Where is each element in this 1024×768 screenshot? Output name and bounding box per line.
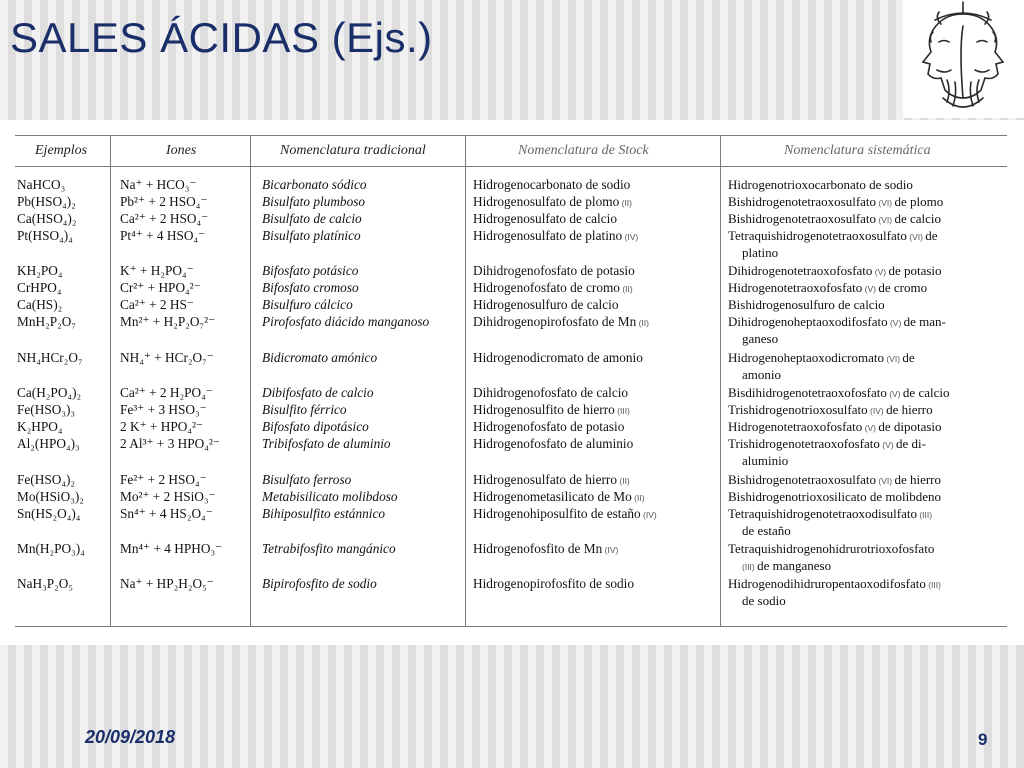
sistematica-name-text: Tetraquishidrogenotetraoxodisulfato	[728, 506, 917, 521]
sistematica-name-suffix: de calcio	[902, 385, 950, 400]
ion-equation: Ca²⁺ + 2 HSO₄⁻	[120, 211, 209, 226]
stock-name-text: Hidrogenosulfuro de calcio	[473, 297, 619, 312]
ion-equation: Pt⁴⁺ + 4 HSO₄⁻	[120, 228, 206, 243]
ion-equation: 2 K⁺ + HPO₄²⁻	[120, 419, 203, 434]
oxidation-state: (VI)	[876, 476, 895, 486]
sistematica-name-suffix: de di-	[895, 436, 926, 451]
sistematica-name	[728, 472, 941, 489]
sistematica-name	[728, 419, 942, 436]
oxidation-state: (V)	[862, 284, 879, 294]
ion-equation: Ca²⁺ + 2 H₂PO₄⁻	[120, 385, 213, 400]
stock-name-text: Hidrogenofosfito de Mn	[473, 541, 603, 556]
oxidation-state: (VI)	[876, 215, 895, 225]
stock-name	[473, 385, 628, 401]
sistematica-name	[728, 297, 885, 313]
tradicional-name: Bifosfato cromoso	[262, 280, 359, 295]
sistematica-name-suffix: de dipotasio	[878, 419, 942, 434]
sistematica-name-text: de estaño	[742, 523, 791, 538]
sistematica-name-text: Dihidrogenotetraoxofosfato	[728, 263, 873, 278]
stock-name-text: Hidrogenofosfato de cromo	[473, 280, 620, 295]
header-ejemplos: Ejemplos	[35, 143, 88, 158]
sistematica-name-text: Bishidrogenotetraoxosulfato	[728, 194, 877, 209]
sistematica-name-text: Bisdihidrogenotetraoxofosfato	[728, 385, 887, 400]
sistematica-name-text: Bishidrogenotrioxosilicato de molibdeno	[728, 489, 942, 504]
sistematica-name	[728, 228, 938, 245]
sistematica-name	[742, 523, 791, 539]
oxidation-state: (II)	[619, 284, 633, 294]
tradicional-name: Bicarbonato sódico	[262, 177, 367, 192]
sistematica-name-text: Trishidrogenotetraoxofosfato	[728, 436, 880, 451]
ion-equation: Mo²⁺ + 2 HSiO₃⁻	[120, 489, 216, 504]
oxidation-state: (V)	[886, 389, 903, 399]
oxidation-state: (VI)	[883, 354, 903, 364]
tradicional-name: Bisulfuro cálcico	[262, 297, 353, 312]
oxidation-state: (V)	[872, 267, 889, 277]
sistematica-name	[742, 453, 788, 469]
ejemplo-formula: Mo(HSiO₃)₂	[17, 489, 84, 504]
tradicional-name: Bisulfato platínico	[262, 228, 361, 243]
sistematica-name	[728, 436, 926, 453]
stock-name-text: Hidrogenocarbonato de sodio	[473, 177, 631, 192]
sistematica-name	[728, 211, 941, 228]
sistematica-name-suffix: de	[925, 228, 938, 243]
stock-name	[473, 314, 649, 331]
ion-equation: 2 Al³⁺ + 3 HPO₄²⁻	[120, 436, 220, 451]
ejemplo-formula: K₂HPO₄	[17, 419, 63, 434]
sistematica-name-text: Tetraquishidrogenotetraoxosulfato	[728, 228, 907, 243]
sistematica-name-text: Hidrogenotrioxocarbonato de sodio	[728, 177, 913, 192]
sistematica-name	[728, 350, 915, 367]
sistematica-name-text: Hidrogenotetraoxofosfato	[728, 280, 863, 295]
oxidation-state: (III)	[742, 562, 758, 572]
stock-name	[473, 211, 617, 227]
column-divider	[110, 135, 111, 626]
ion-equation: Mn²⁺ + H₂P₂O₇²⁻	[120, 314, 216, 329]
tradicional-name: Bisulfito férrico	[262, 402, 347, 417]
ion-equation: Na⁺ + HCO₃⁻	[120, 177, 197, 192]
ejemplo-formula: Fe(HSO₃)₃	[17, 402, 76, 417]
sistematica-name	[742, 331, 778, 347]
header-stock: Nomenclatura de Stock	[518, 143, 649, 158]
stock-name-text: Hidrogenohiposulfito de estaño	[473, 506, 641, 521]
sistematica-name-suffix: de man-	[903, 314, 946, 329]
oxidation-state: (III)	[925, 580, 941, 590]
sistematica-name-suffix: de calcio	[894, 211, 942, 226]
sistematica-name	[728, 385, 949, 402]
oxidation-state: (II)	[636, 318, 649, 328]
stock-name	[473, 472, 630, 489]
ion-equation: NH₄⁺ + HCr₂O₇⁻	[120, 350, 214, 365]
column-divider	[465, 135, 466, 626]
header-tradicional: Nomenclatura tradicional	[280, 143, 426, 158]
ejemplo-formula: CrHPO₄	[17, 280, 62, 295]
oxidation-state: (II)	[619, 198, 632, 208]
oxidation-state: (IV)	[640, 510, 657, 520]
slide-title: SALES ÁCIDAS (Ejs.)	[10, 14, 433, 61]
janus-logo-icon	[903, 0, 1024, 118]
sistematica-name	[728, 506, 932, 523]
table-header-rule	[15, 166, 1007, 167]
header-sistematica: Nomenclatura sistemática	[784, 143, 931, 158]
sistematica-name	[742, 558, 831, 575]
sistematica-name-suffix: de manganeso	[757, 558, 832, 573]
sistematica-name-text: Hidrogenotetraoxofosfato	[728, 419, 863, 434]
table-bottom-rule	[15, 626, 1007, 627]
sistematica-name-text: aluminio	[742, 453, 789, 468]
tradicional-name: Bidicromato amónico	[262, 350, 378, 365]
oxidation-state: (II)	[617, 476, 630, 486]
stock-name-text: Hidrogenometasilicato de Mo	[473, 489, 632, 504]
ejemplo-formula: Ca(HS)₂	[17, 297, 63, 312]
sistematica-name-text: Bishidrogenotetraoxosulfato	[728, 211, 877, 226]
stock-name	[473, 263, 635, 279]
stock-name-text: Dihidrogenofosfato de potasio	[473, 263, 635, 278]
sistematica-name	[728, 489, 941, 505]
sistematica-name	[742, 245, 778, 261]
ion-equation: Ca²⁺ + 2 HS⁻	[120, 297, 194, 312]
tradicional-name: Bipirofosfito de sodio	[262, 576, 377, 591]
sistematica-name-text: Trishidrogenotrioxosulfato	[728, 402, 868, 417]
ion-equation: Pb²⁺ + 2 HSO₄⁻	[120, 194, 208, 209]
sistematica-name-suffix: de plomo	[894, 194, 944, 209]
sistematica-name-text: platino	[742, 245, 779, 260]
slide-date: 20/09/2018	[85, 727, 176, 747]
sistematica-name	[728, 576, 941, 593]
ejemplo-formula: NH₄HCr₂O₇	[17, 350, 83, 365]
ejemplo-formula: KH₂PO₄	[17, 263, 63, 278]
table-top-rule	[15, 135, 1007, 136]
ion-equation: Fe²⁺ + 2 HSO₄⁻	[120, 472, 207, 487]
oxidation-state: (VI)	[876, 198, 895, 208]
stock-name	[473, 576, 634, 592]
sistematica-name-text: Bishidrogenotetraoxosulfato	[728, 472, 877, 487]
stock-name-text: Hidrogenosulfato de hierro	[473, 472, 618, 487]
tradicional-name: Bisulfato ferroso	[262, 472, 352, 487]
stock-name-text: Hidrogenofosfato de aluminio	[473, 436, 634, 451]
sistematica-name-text: Hidrogenoheptaoxodicromato	[728, 350, 884, 365]
tradicional-name: Bihiposulfito estánnico	[262, 506, 385, 521]
ejemplo-formula: Pb(HSO₄)₂	[17, 194, 76, 209]
ejemplo-formula: Al₂(HPO₄)₃	[17, 436, 80, 451]
oxidation-state: (IV)	[622, 232, 639, 242]
ejemplo-formula: Mn(H₂PO₃)₄	[17, 541, 85, 556]
tradicional-name: Bisulfato de calcio	[262, 211, 362, 226]
sistematica-name-text: Hidrogenodihidruropentaoxodifosfato	[728, 576, 926, 591]
ejemplo-formula: Ca(HSO₄)₂	[17, 211, 77, 226]
ion-equation: Sn⁴⁺ + 4 HS₂O₄⁻	[120, 506, 213, 521]
oxidation-state: (V)	[879, 440, 896, 450]
stock-name	[473, 506, 657, 523]
ion-equation: Mn⁴⁺ + 4 HPHO₃⁻	[120, 541, 223, 556]
stock-name	[473, 419, 624, 435]
tradicional-name: Pirofosfato diácido manganoso	[262, 314, 430, 329]
tradicional-name: Bifosfato dipotásico	[262, 419, 369, 434]
ejemplo-formula: Pt(HSO₄)₄	[17, 228, 73, 243]
oxidation-state: (VI)	[906, 232, 926, 242]
oxidation-state: (IV)	[602, 545, 619, 555]
column-divider	[720, 135, 721, 626]
ejemplo-formula: NaHCO₃	[17, 177, 66, 192]
stock-name-text: Hidrogenosulfito de hierro	[473, 402, 615, 417]
sistematica-name	[728, 177, 913, 193]
stock-name	[473, 228, 638, 245]
oxidation-state: (III)	[916, 510, 933, 520]
stock-name-text: Hidrogenofosfato de potasio	[473, 419, 625, 434]
sistematica-name-text: ganeso	[742, 331, 779, 346]
sistematica-name-suffix: de cromo	[878, 280, 928, 295]
stock-name	[473, 402, 630, 419]
tradicional-name: Dibifosfato de calcio	[262, 385, 374, 400]
sistematica-name-text: de sodio	[742, 593, 786, 608]
oxidation-state: (V)	[862, 423, 879, 433]
sistematica-name-text: amonio	[742, 367, 781, 382]
ion-equation: Fe³⁺ + 3 HSO₃⁻	[120, 402, 207, 417]
stock-name	[473, 350, 643, 366]
tradicional-name: Tribifosfato de aluminio	[262, 436, 391, 451]
stock-name	[473, 194, 632, 211]
oxidation-state: (III)	[614, 406, 630, 416]
sistematica-name	[728, 402, 933, 419]
stock-name-text: Dihidrogenofosfato de calcio	[473, 385, 629, 400]
stock-name-text: Hidrogenopirofosfito de sodio	[473, 576, 635, 591]
oxidation-state: (II)	[631, 493, 645, 503]
ejemplo-formula: NaH₃P₂O₅	[17, 576, 74, 591]
page-number: 9	[978, 730, 988, 749]
column-divider	[250, 135, 251, 626]
sistematica-name	[728, 314, 946, 331]
tradicional-name: Metabisilicato molibdoso	[262, 489, 398, 504]
tradicional-name: Bisulfato plumboso	[262, 194, 366, 209]
sistematica-name	[728, 280, 927, 297]
ion-equation: Na⁺ + HP₂H₂O₅⁻	[120, 576, 214, 591]
sistematica-name	[728, 194, 943, 211]
sistematica-name	[728, 263, 942, 280]
stock-name	[473, 489, 645, 506]
stock-name-text: Hidrogenosulfato de plomo	[473, 194, 620, 209]
tradicional-name: Tetrabifosfito mangánico	[262, 541, 396, 556]
stock-name	[473, 297, 618, 313]
sistematica-name-suffix: de	[902, 350, 915, 365]
stock-name	[473, 177, 630, 193]
stock-name-text: Dihidrogenopirofosfato de Mn	[473, 314, 637, 329]
tradicional-name: Bifosfato potásico	[262, 263, 359, 278]
sistematica-name	[728, 541, 934, 557]
ejemplo-formula: Fe(HSO₄)₂	[17, 472, 76, 487]
ion-equation: K⁺ + H₂PO₄⁻	[120, 263, 194, 278]
oxidation-state: (V)	[887, 318, 904, 328]
header-iones: Iones	[166, 143, 197, 158]
sistematica-name-suffix: de potasio	[888, 263, 942, 278]
stock-name-text: Hidrogenosulfato de platino	[473, 228, 623, 243]
sistematica-name-text: Dihidrogenoheptaoxodifosfato	[728, 314, 888, 329]
sistematica-name-suffix: de hierro	[886, 402, 933, 417]
oxidation-state: (IV)	[867, 406, 887, 416]
sistematica-name-text: Bishidrogenosulfuro de calcio	[728, 297, 885, 312]
sistematica-name-suffix: de hierro	[894, 472, 942, 487]
sistematica-name	[742, 367, 781, 383]
stock-name-text: Hidrogenodicromato de amonio	[473, 350, 643, 365]
stock-name-text: Hidrogenosulfato de calcio	[473, 211, 617, 226]
ion-equation: Cr²⁺ + HPO₄²⁻	[120, 280, 201, 295]
ejemplo-formula: Ca(H₂PO₄)₂	[17, 385, 82, 400]
sistematica-name	[742, 593, 786, 609]
sistematica-name-text: Tetraquishidrogenohidrurotrioxofosfato	[728, 541, 935, 556]
stock-name	[473, 541, 618, 558]
stock-name	[473, 280, 633, 297]
stock-name	[473, 436, 633, 452]
ejemplo-formula: MnH₂P₂O₇	[17, 314, 76, 329]
ejemplo-formula: Sn(HS₂O₄)₄	[17, 506, 81, 521]
